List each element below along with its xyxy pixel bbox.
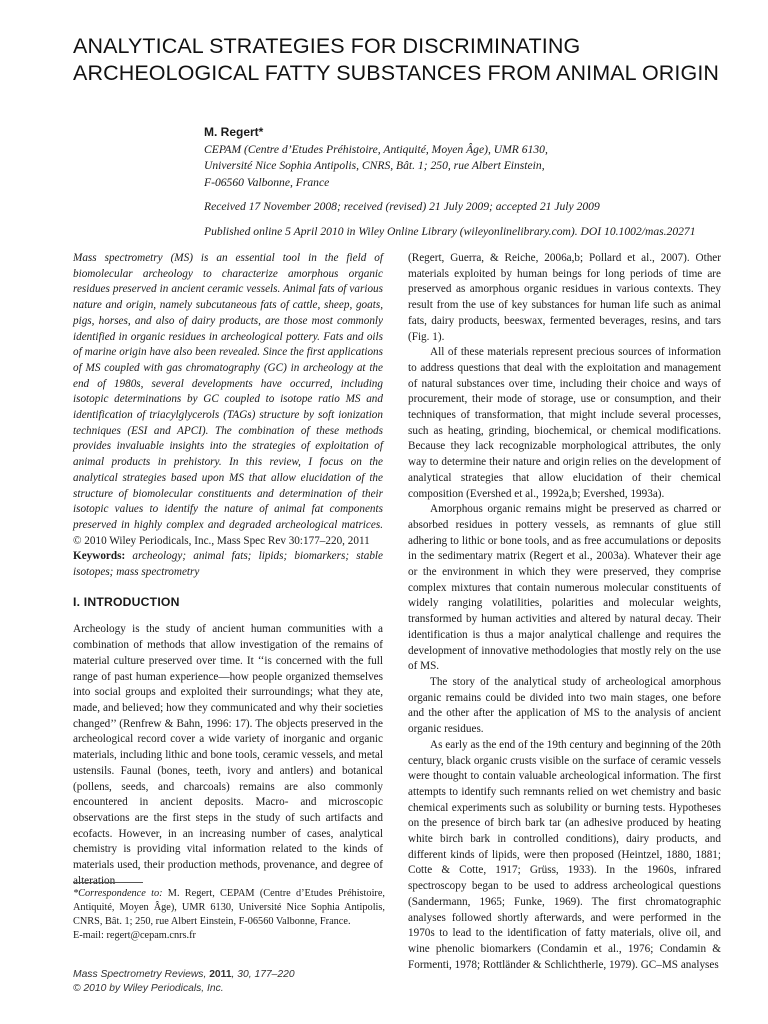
footnote-text: M. Regert, CEPAM (Centre d’Etudes Préhistoire, Antiquité, Moyen Âge), UMR 6130, Université Nice Sophia Antipolis, CNRS, Bât. 1; 250, rue Albert Einstein, F-06560 Valbonne, France. <box>73 888 386 927</box>
body-paragraph: The story of the analytical study of archeological amorphous organic remains could be divided into two main stages, one before and the other after the application of MS to the analysis of ancient organic residues. <box>408 675 721 736</box>
journal-year: 2011 <box>209 969 232 980</box>
abstract <box>73 251 383 549</box>
journal-pages: 177–220 <box>254 969 295 980</box>
title-line-1: ANALYTICAL STRATEGIES FOR DISCRIMINATING <box>73 34 581 58</box>
publisher-copyright: © 2010 by Wiley Periodicals, Inc. <box>73 983 224 994</box>
journal-name: Mass Spectrometry Reviews, <box>73 969 207 980</box>
title-line-2: ARCHEOLOGICAL FATTY SUBSTANCES FROM ANIMAL ORIGIN <box>73 61 720 85</box>
body-paragraph: (Regert, Guerra, & Reiche, 2006a,b; Pollard et al., 2007). Other materials exploited by human beings for long periods of time are preserved as amorphous organic residues in various contexts. They result from the use of key substances for human life such as animal fats, dairy products, beeswax, fermented beverages, resins, and tars (Fig. 1). <box>408 252 721 343</box>
body-paragraph: All of these materials represent precious sources of information to address questions that deal with the exploitation and management of natural substances over time, including their choice and ways of procurement, their mode of storage, use or consumption, and their techniques of transformation, that might include several processes, such as heating, grinding, biochemical, or chemical modifications. Because they lack recognizable morphological attributes, the only way to determine their nature and origin relies on the development of analytical strategies that allow elucidation of their chemical composition (Evershed et al., 1992a,b; Evershed, 1993a). <box>408 346 721 500</box>
right-column <box>408 251 721 973</box>
journal-citation: Mass Spectrometry Reviews, 2011, 30, 177–220 <box>73 969 295 980</box>
keywords-label: Keywords: <box>73 550 126 563</box>
abstract-copyright: © 2010 Wiley Periodicals, Inc., Mass Spec Rev 30:177–220, 2011 <box>73 534 370 547</box>
body-paragraph: Amorphous organic remains might be preserved as charred or absorbed residues in pottery vessels, as remnants of glue still adhering to lithic or bone tools, and as free accumulations or deposits in the sedimentary matrix (Regert et al., 2003a). Whatever their age or the environment in which they were preserved, they comprise complex mixtures that contain numerous molecular constituents of widely ranging volatilities, polarities and molecular weights, transformed by human activities and altered by natural decay. Their identification is thus a major analytical challenge and requires the development of innovative methodologies that mostly rely on the use of MS. <box>408 503 721 673</box>
keywords-list: archeology; animal fats; lipids; biomarkers; stable isotopes; mass spectrometry <box>73 550 384 579</box>
affiliation-line: F-06560 Valbonne, France <box>204 175 330 189</box>
published-info: Published online 5 April 2010 in Wiley Online Library (wileyonlinelibrary.com). DOI 10.1002/mas.20271 <box>204 224 696 238</box>
article-title <box>73 33 733 87</box>
journal-volume: 30, <box>237 969 252 980</box>
footnote-label: *Correspondence to: <box>73 888 163 899</box>
author-block <box>204 124 734 240</box>
abstract-text: Mass spectrometry (MS) is an essential tool in the field of biomolecular archeology to characterize amorphous organic residues preserved in ancient ceramic vessels. Animal fats of various nature and origin, namely subcutaneous fats of cattle, sheep, goats, pigs, horses, and also of dairy products, are those most commonly identified in organic residues in archeological pottery. Fats and oils of marine origin have also been revealed. Since the first applications of MS coupled with gas chromatography (GC) in archeology at the end of 1980s, several developments have occurred, including isotopic determinations by GC coupled to isotope ratio MS and identification of triacylglycerols (TAGs) structure by soft ionization techniques (ESI and APCI). The combination of these methods provides invaluable insights into the strategies of exploitation of animal products in prehistory. In this review, I focus on the analytical strategies based upon MS that allow elucidation of the structure of biomolecular constituents and determination of their isotopic values to identify the nature of animal fat components preserved in highly complex and degraded archeological matrices. <box>73 252 383 531</box>
received-dates: Received 17 November 2008; received (revised) 21 July 2009; accepted 21 July 2009 <box>204 200 600 213</box>
left-column <box>73 251 383 889</box>
intro-paragraph: Archeology is the study of ancient human communities with a combination of methods that allow investigation of the remains of material culture preserved over time. It ‘‘is concerned with the full range of past human experience—how people organized themselves into social groups and exploited their surroundings; what they ate, made, and believed; how they communicated and why their societies changed’’ (Renfrew & Bahn, 1996: 17). The objects preserved in the archeological record cover a wide variety of inorganic and organic materials, including lithic and bone tools, ceramic vessels, and metal ustensils. Faunal (bones, teeth, ivory and antlers) and botanical (pollens, seeds, and charcoals) remains are also commonly encountered in ancient deposits. Macro- and microscopic observations are the first steps in the study of such artifacts and ecofacts. However, in an increasing number of cases, analytical chemistry is providing vital information related to the kinds of materials used, their production methods, provenance, and degree of alteration <box>73 623 383 887</box>
affiliation-line: CEPAM (Centre d’Etudes Préhistoire, Antiquité, Moyen Âge), UMR 6130, <box>204 142 548 156</box>
keywords <box>73 549 383 580</box>
affiliation-line: Université Nice Sophia Antipolis, CNRS, Bât. 1; 250, rue Albert Einstein, <box>204 159 545 172</box>
page-footer <box>73 968 473 996</box>
correspondence-footnote <box>73 887 385 943</box>
footnote-divider <box>73 882 143 883</box>
body-paragraph: As early as the end of the 19th century and beginning of the 20th century, black organic crusts visible on the surface of ceramic vessels were thought to contain valuable archeological information. The first attempts to identify such remnants relied on wet chemistry and basic chemical experiments such as solubility or burning tests. Hypotheses on the presence of birch bark tar (an adhesive produced by heating white birch bark in controlled conditions), dairy products, and different kinds of lipids, were then proposed (Heintzel, 1880, 1881; Cotte & Cotte, 1917; Grüss, 1933). In the 1960s, infrared spectroscopy began to be used to address archeological questions (Sandermann, 1965; Funke, 1969). The first chromatographic analyses followed shortly afterwards, and were performed in the 1970s to lead to the identification of fatty materials, olive oil, and wine phenolic biomarkers (Condamin et al., 1976; Condamin & Formenti, 1978; Rottländer & Schlichtherle, 1979). GC–MS analyses <box>408 738 721 971</box>
section-heading-introduction: I. INTRODUCTION <box>73 594 180 609</box>
author-name: M. Regert* <box>204 125 264 139</box>
footnote-email: E-mail: regert@cepam.cnrs.fr <box>73 930 196 941</box>
